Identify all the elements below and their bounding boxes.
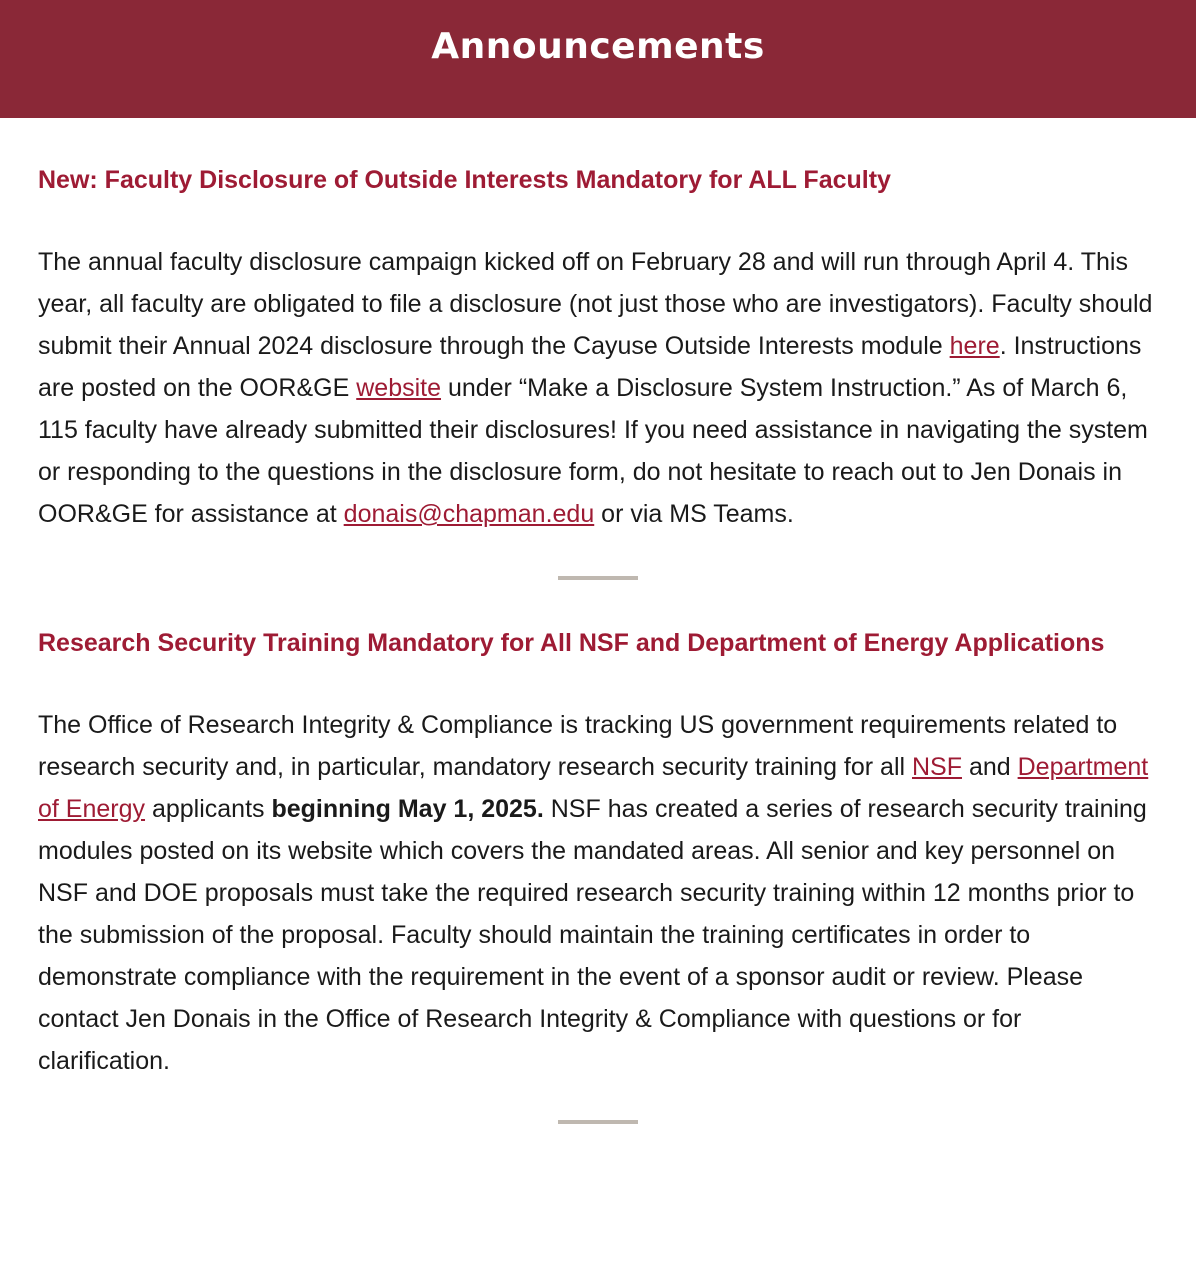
announcement-faculty-disclosure [38, 118, 1158, 535]
here-link[interactable]: here [949, 332, 1000, 360]
section-body [38, 241, 1158, 535]
section-heading: New: Faculty Disclosure of Outside Interests Mandatory for ALL Faculty [38, 166, 891, 194]
body-text: under “Make a Disclosure System Instruction.” As of March 6, 115 faculty have already submitted their disclosures! If you need assistance in navigating the system or responding to the questions in the disclosure form, do not hesitate to reach out to Jen Donais in OOR&GE for assistance at [38, 374, 1148, 528]
body-text: . Instructions are posted on the OOR&GE [38, 332, 1142, 402]
email-link[interactable]: donais@chapman.edu [343, 500, 595, 528]
section-divider [558, 1120, 638, 1124]
body-text: or via MS Teams. [594, 500, 794, 528]
section-heading: Research Security Training Mandatory for All NSF and Department of Energy Applications [38, 629, 1105, 657]
announcement-research-security [38, 580, 1158, 1082]
body-text: The annual faculty disclosure campaign kicked off on February 28 and will run through April 4. This year, all faculty are obligated to file a disclosure (not just those who are investigators). Faculty should submit their Annual 2024 disclosure through the Cayuse Outside Interests module [38, 248, 1153, 360]
deadline-text: beginning May 1, 2025. [271, 795, 544, 823]
website-link[interactable]: website [356, 374, 441, 402]
announcements-content [0, 118, 1196, 1124]
body-text: and [962, 753, 1018, 781]
announcements-banner [0, 0, 1196, 118]
banner-title: Announcements [431, 25, 765, 67]
body-text: applicants [145, 795, 272, 823]
department-of-energy-link[interactable]: Department of Energy [38, 753, 1149, 823]
nsf-link[interactable]: NSF [912, 753, 962, 781]
body-text: The Office of Research Integrity & Compliance is tracking US government requirements related to research security and, in particular, mandatory research security training for all [38, 711, 1118, 781]
section-body [38, 704, 1158, 1082]
body-text: NSF has created a series of research security training modules posted on its website which covers the mandated areas. All senior and key personnel on NSF and DOE proposals must take the required research security training within 12 months prior to the submission of the proposal. Faculty should maintain the training certificates in order to demonstrate compliance with the requirement in the event of a sponsor audit or review. Please contact Jen Donais in the Office of Research Integrity & Compliance with questions or for clarification. [38, 795, 1147, 1075]
